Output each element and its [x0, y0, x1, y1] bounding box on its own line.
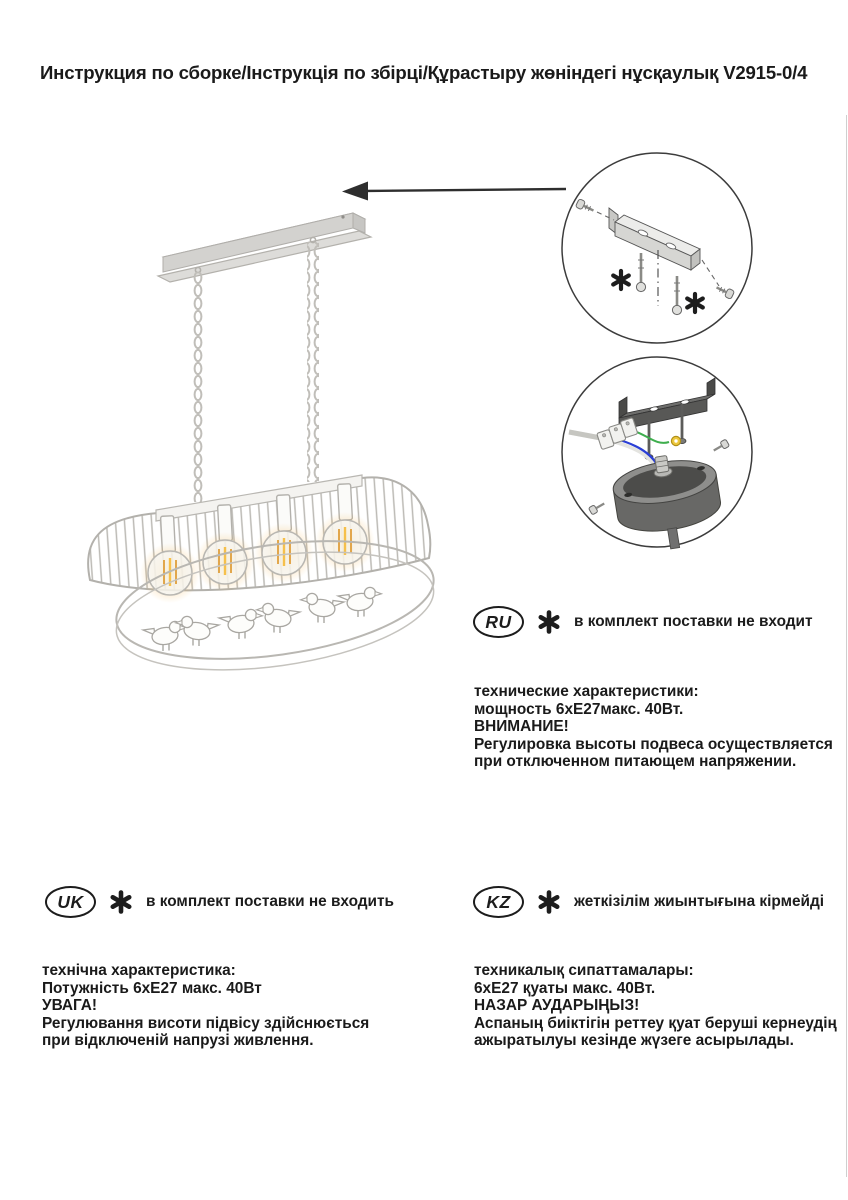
section-uk — [45, 886, 394, 918]
chain-left — [192, 267, 204, 502]
specs-kz — [474, 962, 837, 1050]
lang-badge-ru: RU — [473, 606, 524, 638]
bird-icon — [176, 616, 220, 646]
lang-badge-kz: KZ — [473, 886, 524, 918]
pendant-lamp-illustration — [60, 180, 480, 730]
ceiling-cup-wiring-diagram — [557, 352, 757, 552]
warning-line: ажыратылуы кезінде жүзеге асырылады. — [474, 1032, 794, 1050]
page-edge-line — [846, 115, 847, 1177]
not-included-note-kz: жеткізілім жиынтығына кірмейді — [574, 893, 825, 910]
specs-title: технические характеристики: — [474, 683, 699, 700]
asterisk-icon — [537, 890, 561, 914]
warning-line: при отключенном питающем напряжении. — [474, 753, 797, 771]
bird-icon — [143, 621, 187, 651]
asterisk-icon — [109, 890, 133, 914]
specs-power: Потужність 6хЕ27 макс. 40Вт — [42, 979, 262, 997]
warning-line: при відключеній напрузі живлення. — [42, 1032, 314, 1050]
bird-icon — [257, 603, 301, 633]
not-included-note-ru: в комплект поставки не входит — [574, 613, 813, 630]
warning-line: Регулювання висоти підвісу здійснюється — [42, 1014, 370, 1032]
warning-line: Аспаның биіктігін реттеу қуат беруші кернеудің — [474, 1014, 837, 1032]
warning-line: Регулировка высоты подвеса осуществляется — [474, 735, 833, 753]
mounting-bracket-diagram — [557, 148, 757, 348]
warning-title: УВАГА! — [42, 997, 98, 1015]
ceiling-plate — [158, 213, 371, 282]
page-title: Инструкция по сборке/Інструкція по збірці/Құрастыру жөніндегі нұсқаулық V2915-0/4 — [40, 62, 808, 83]
specs-title: технічна характеристика: — [42, 962, 236, 979]
specs-power: мощность 6хЕ27макс. 40Вт. — [474, 700, 684, 718]
arrow-left-icon — [340, 178, 568, 204]
asterisk-icon — [537, 610, 561, 634]
chain-right — [307, 237, 319, 482]
bird-icon — [219, 609, 263, 639]
warning-title: НАЗАР АУДАРЫҢЫЗ! — [474, 997, 640, 1015]
lang-badge-uk: UK — [45, 886, 96, 918]
specs-uk — [42, 962, 402, 1050]
section-kz — [473, 886, 824, 918]
specs-title: техникалық сипаттамалары: — [474, 962, 694, 979]
warning-title: ВНИМАНИЕ! — [474, 718, 569, 736]
bird-icon — [301, 593, 345, 623]
specs-power: 6хЕ27 қуаты макс. 40Вт. — [474, 979, 656, 997]
not-included-note-uk: в комплект поставки не входить — [146, 893, 395, 910]
specs-ru — [474, 683, 834, 771]
section-ru — [473, 606, 813, 638]
